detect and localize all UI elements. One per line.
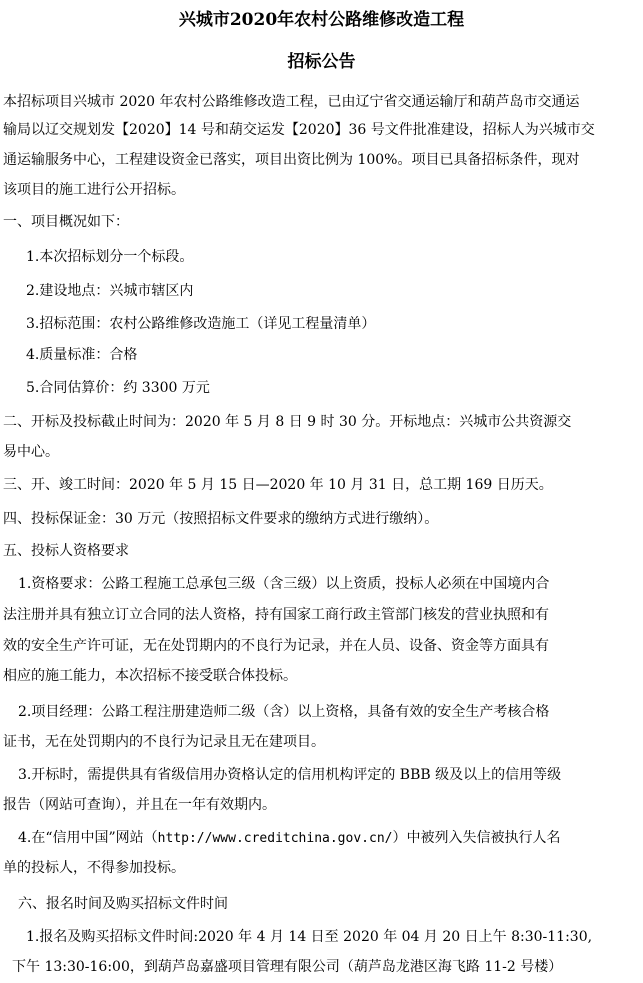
- requirement-line: 3.开标时，需提供具有省级信用办资格认定的信用机构评定的 BBB 级及以上的信用等级: [18, 767, 562, 783]
- requirement-line: [18, 829, 560, 848]
- requirement-text: 4.在“信用中国”网站（: [18, 830, 158, 846]
- section-line: 易中心。: [3, 444, 59, 460]
- project-item: 1.本次招标划分一个标段。: [26, 249, 194, 265]
- project-item: 5.合同估算价：约 3300 万元: [26, 380, 210, 396]
- project-item: 3.招标范围：农村公路维修改造施工（详见工程量清单）: [26, 316, 376, 332]
- intro-line: 本招标项目兴城市 2020 年农村公路维修改造工程，已由辽宁省交通运输厅和葫芦岛市交通运: [3, 94, 580, 110]
- requirement-line: 单的投标人，不得参加投标。: [3, 860, 185, 876]
- requirement-line: 效的安全生产许可证，无在处罚期内的不良行为记录，并在人员、设备、资金等方面具有: [3, 638, 549, 654]
- project-item: 2.建设地点：兴城市辖区内: [26, 283, 194, 299]
- project-item: 4.质量标准：合格: [26, 347, 138, 363]
- requirement-line: 证书，无在处罚期内的不良行为记录且无在建项目。: [3, 734, 325, 750]
- intro-line: 输局以辽交规划发【2020】14 号和葫交运发【2020】36 号文件批准建设，招标人为兴城市交: [3, 122, 595, 138]
- requirement-line: 1.资格要求：公路工程施工总承包三级（含三级）以上资质，投标人必须在中国境内合: [18, 576, 550, 592]
- section-heading: 五、投标人资格要求: [3, 543, 129, 559]
- section-heading: 六、报名时间及购买招标文件时间: [18, 896, 228, 912]
- requirement-line: 2.项目经理：公路工程注册建造师二级（含）以上资格，具备有效的安全生产考核合格: [18, 704, 550, 720]
- requirement-line: 法注册并具有独立订立合同的法人资格，持有国家工商行政主管部门核发的营业执照和有: [3, 607, 549, 623]
- requirement-line: 相应的施工能力，本次招标不接受联合体投标。: [3, 668, 297, 684]
- creditchina-url: http://www.creditchina.gov.cn/: [157, 831, 393, 846]
- document-title: 兴城市2020年农村公路维修改造工程: [178, 10, 465, 30]
- section-line: 二、开标及投标截止时间为：2020 年 5 月 8 日 9 时 30 分。开标地点：兴城市公共资源交: [3, 414, 572, 430]
- requirement-text: ）中被列入失信被执行人名: [392, 830, 561, 846]
- intro-line: 该项目的施工进行公开招标。: [3, 182, 185, 198]
- registration-line: 1.报名及购买招标文件时间:2020 年 4 月 14 日至 2020 年 04 月 20 日上午 8:30-11:30,: [26, 929, 593, 945]
- intro-line: 通运输服务中心，工程建设资金已落实，项目出资比例为 100%。项目已具备招标条件，现对: [3, 152, 580, 168]
- document-subtitle: 招标公告: [287, 52, 356, 72]
- requirement-line: 报告（网站可查询），并且在一年有效期内。: [3, 797, 276, 813]
- section-line: 三、开、竣工时间：2020 年 5 月 15 日—2020 年 10 月 31 日，总工期 169 日历天。: [3, 477, 553, 493]
- section-heading: 一、项目概况如下：: [3, 214, 129, 230]
- registration-line: 下午 13:30-16:00，到葫芦岛嘉盛项目管理有限公司（葫芦岛龙港区海飞路 11-2 号楼）: [12, 959, 563, 975]
- section-line: 四、投标保证金：30 万元（按照招标文件要求的缴纳方式进行缴纳）。: [3, 511, 439, 527]
